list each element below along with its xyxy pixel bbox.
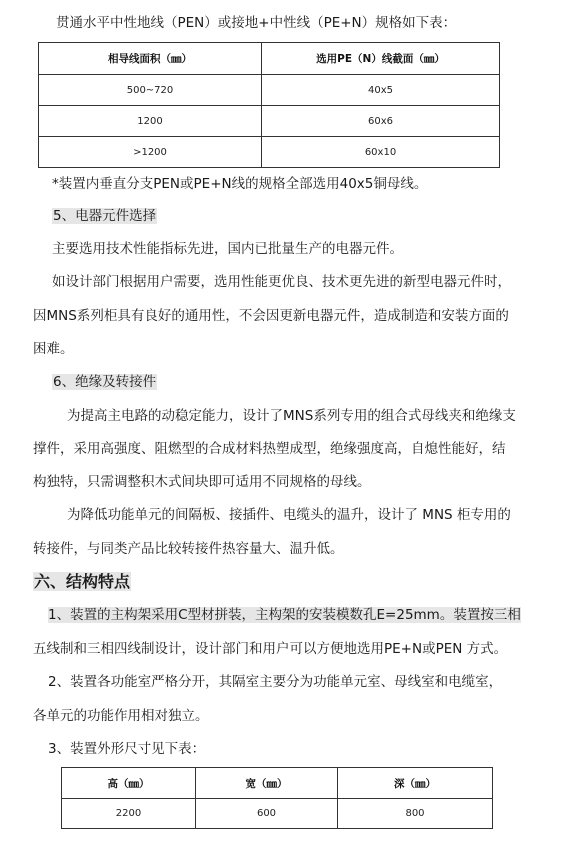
paragraph-line: 构独特，只需调整积木式间块即可适用不同规格的母线。 — [33, 474, 371, 490]
table-cell: 2200 — [62, 799, 196, 829]
table-cell: 60x10 — [262, 137, 500, 168]
paragraph-line: 五线制和三相四线制设计，设计部门和用户可以方便地选用PE+N或PEN 方式。 — [33, 641, 508, 657]
table-cell: 40x5 — [262, 75, 500, 106]
section-6-title: 6、绝缘及转接件 — [53, 374, 157, 390]
table-cell: 500~720 — [39, 75, 262, 106]
paragraph-line: 撑件，采用高强度、阻燃型的合成材料热塑成型，绝缘强度高，自熄性能好，结 — [33, 441, 506, 457]
table-cell: 600 — [196, 799, 338, 829]
paragraph-line: 为提高主电路的动稳定能力，设计了MNS系列专用的组合式母线夹和绝缘支 — [67, 408, 516, 424]
table-cell: 60x6 — [262, 106, 500, 137]
paragraph-line — [48, 672, 502, 692]
paragraph-line: 如设计部门根据用户需要，选用性能更优良、技术更先进的新型电器元件时， — [52, 274, 511, 290]
chapter-6-title: 六、结构特点 — [34, 572, 131, 591]
paragraph-line: 各单元的功能作用相对独立。 — [33, 708, 209, 724]
paragraph-line — [48, 605, 521, 625]
note-paragraph: *装置内垂直分支PEN或PE+N线的规格全部选用40x5铜母线。 — [52, 176, 428, 192]
table-header: 选用PE（N）线截面（㎜） — [262, 43, 500, 75]
paragraph-line: 转接件，与同类产品比较转接件热容量大、温升低。 — [33, 541, 344, 557]
chapter-6-heading — [33, 572, 131, 592]
dimension-table — [61, 767, 493, 829]
section-6-heading — [52, 372, 157, 392]
section-5-title: 5、电器元件选择 — [53, 208, 157, 224]
table-header: 高（㎜） — [62, 768, 196, 799]
table-header: 相导线面积（㎜） — [39, 43, 262, 75]
table-cell: 800 — [338, 799, 493, 829]
paragraph-line: 困难。 — [33, 341, 74, 357]
paragraph-line: 因MNS系列柜具有良好的通用性，不会因更新电器元件，造成制造和安装方面的 — [33, 308, 509, 324]
paragraph-line — [48, 739, 205, 759]
pen-spec-table — [38, 42, 500, 168]
item-text: 2、装置各功能室严格分开，其隔室主要分为功能单元室、母线室和电缆室， — [48, 674, 503, 690]
paragraph-line: 为降低功能单元的间隔板、接插件、电缆头的温升，设计了 MNS 柜专用的 — [67, 507, 511, 523]
table-cell: 1200 — [39, 106, 262, 137]
table-header: 宽（㎜） — [196, 768, 338, 799]
paragraph-line: 主要选用技术性能指标先进，国内已批量生产的电器元件。 — [52, 241, 403, 257]
table-header: 深（㎜） — [338, 768, 493, 799]
item-text: 3、装置外形尺寸见下表： — [48, 741, 206, 757]
section-5-heading — [52, 206, 157, 226]
intro-paragraph: 贯通水平中性地线（PEN）或接地+中性线（PE+N）规格如下表： — [56, 15, 457, 31]
table-cell: >1200 — [39, 137, 262, 168]
item-number: 1、装置的主构架采用C型材拼装，主构架的安装模数孔E=25mm。装置按三相 — [48, 607, 521, 623]
